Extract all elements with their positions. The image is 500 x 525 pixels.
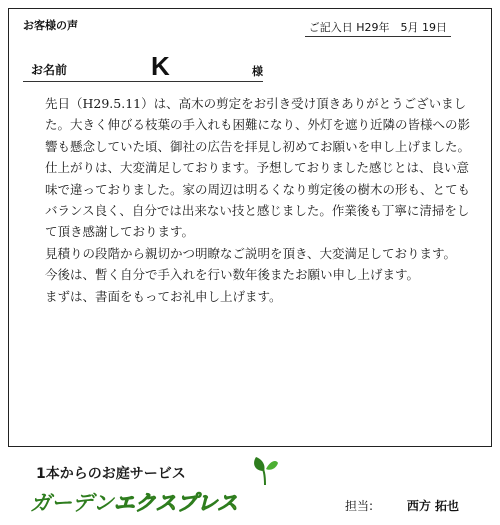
company-footer <box>0 447 500 525</box>
brand-logo <box>30 487 238 517</box>
brand-name-main: ガーデン <box>30 491 114 515</box>
staff-label: 担当: <box>345 499 374 513</box>
customer-name-row <box>23 53 263 82</box>
leaf-logo-icon <box>250 453 280 487</box>
customer-voice-title: お客様の声 <box>23 19 78 32</box>
letter-paragraph: 今後は、暫く自分で手入れを行い数年後またお願い申し上げます。 <box>45 267 420 283</box>
entry-date: ご記入日 H29年 5月 19日 <box>305 19 451 37</box>
staff-info <box>345 497 459 514</box>
name-label: お名前 <box>31 63 68 77</box>
handwritten-letter <box>45 93 475 307</box>
service-tagline: 1本からのお庭サービス <box>36 466 186 482</box>
name-honorific: 様 <box>252 65 263 78</box>
letter-paragraph: まずは、書面をもってお礼申し上げます。 <box>45 288 282 304</box>
letter-paragraph: 仕上がりは、大変満足しております。予想しておりました感じとは、良い意味で違っておりました。家の周辺は明るくなり剪定後の樹木の形も、とてもバランス良く、自分では出来ない技と感じました。作業後も丁寧に清掃をして頂き感謝しております。 <box>45 160 471 240</box>
letter-paragraph: 見積りの段階から親切かつ明瞭なご説明を頂き、大変満足しております。 <box>45 245 457 261</box>
brand-name-accent: エクスプレス <box>113 491 238 515</box>
testimonial-card <box>8 8 492 447</box>
staff-name: 西方 拓也 <box>406 499 460 513</box>
customer-name: K <box>151 51 170 81</box>
letter-paragraph: 先日（H29.5.11）は、高木の剪定をお引き受け頂きありがとうございました。大きく伸びる枝葉の手入れも困難になり、外灯を遮り近隣の皆様への影響も懸念していた頃、御社の広告を拝見し初めてお願いを申し上げました。 <box>45 96 471 154</box>
